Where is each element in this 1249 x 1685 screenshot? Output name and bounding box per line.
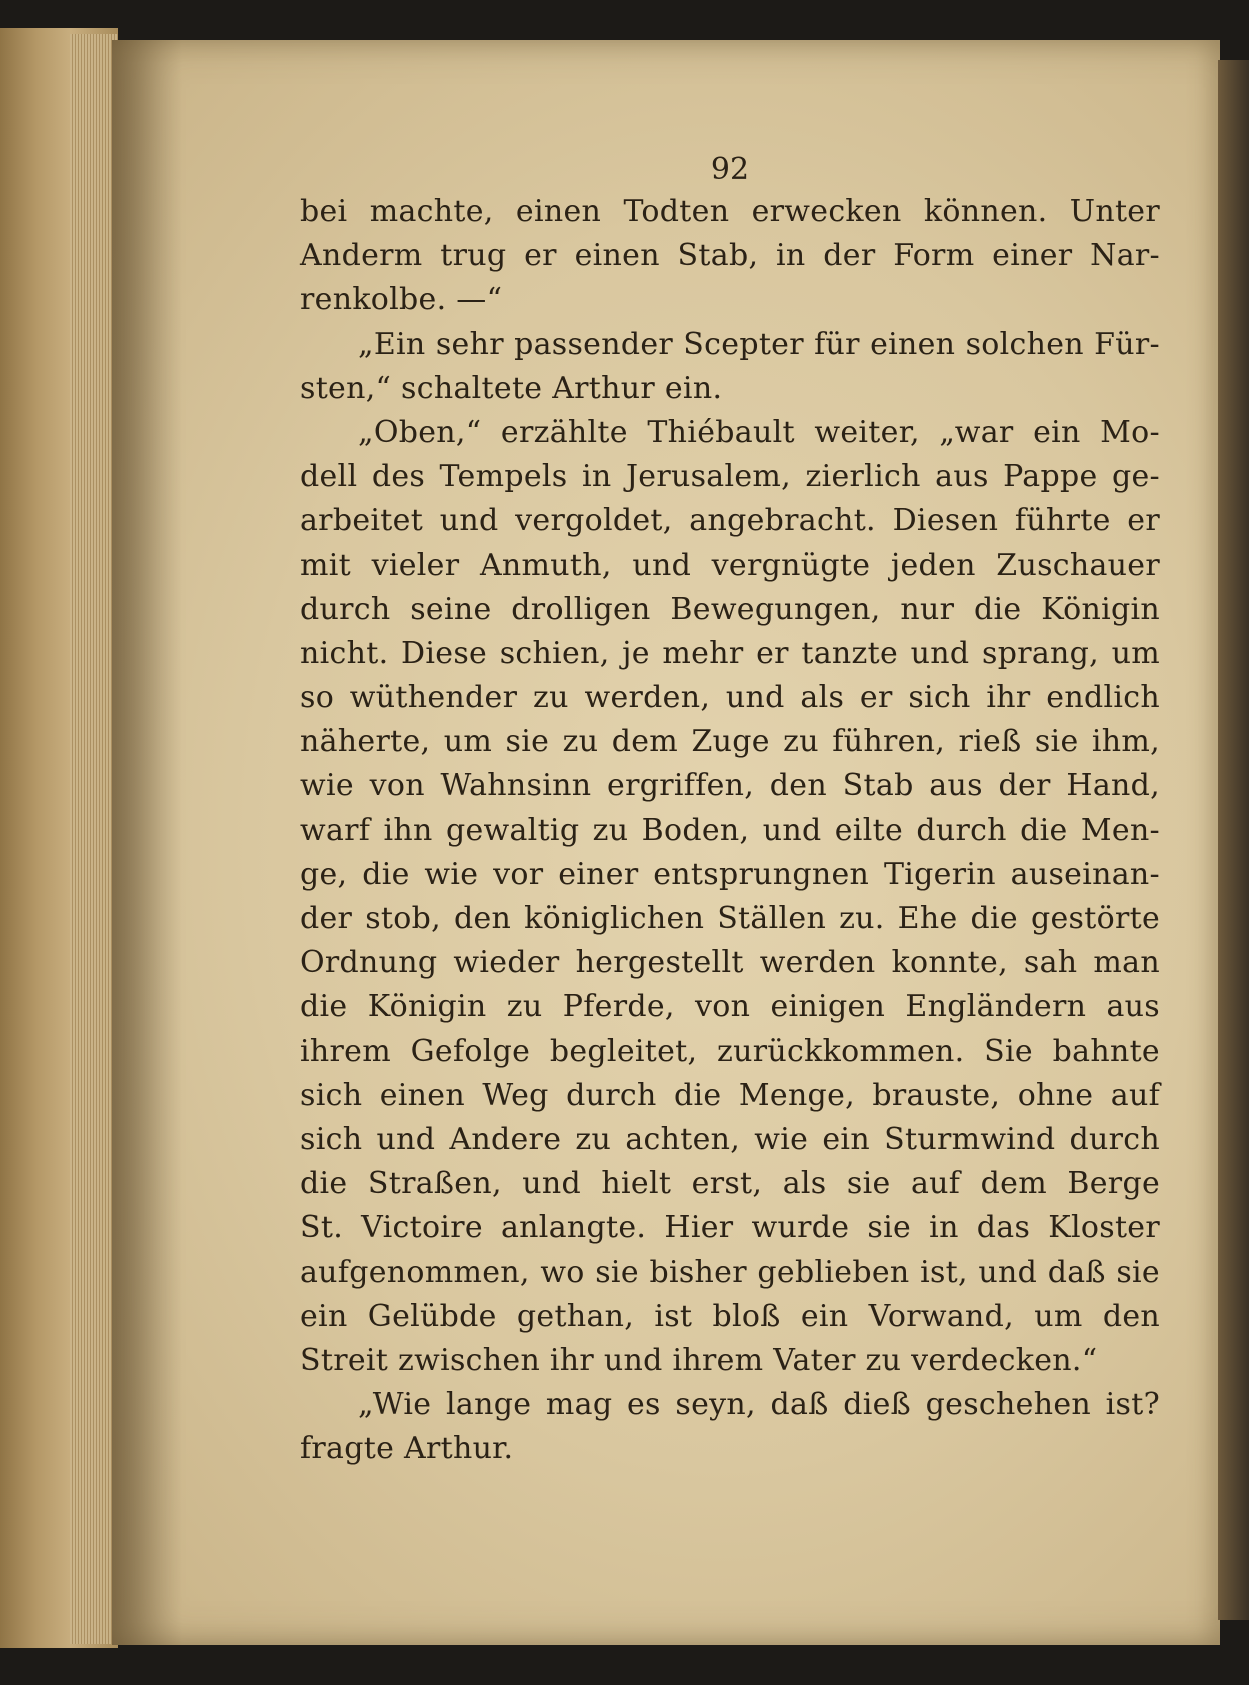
text-line: fragte Arthur. <box>300 1431 514 1467</box>
text-line: „Oben,“ erzählte Thiébault weiter, „war ein Mo- <box>358 414 1160 450</box>
text-line: „Ein sehr passender Scepter für einen solchen Für- <box>358 326 1160 362</box>
text-lines <box>300 190 1160 1471</box>
text-line: die Königin zu Pferde, von einigen Engländern aus <box>300 989 1160 1025</box>
text-line: Ordnung wieder hergestellt werden konnte, sah man <box>300 945 1160 981</box>
text-line: wie von Wahnsinn ergriffen, den Stab aus der Hand, <box>300 768 1160 804</box>
text-line: arbeitet und vergoldet, angebracht. Diesen führte er <box>300 503 1160 539</box>
facing-page-edge <box>1218 60 1249 1620</box>
spine-shadow <box>112 40 182 1645</box>
text-line: sich einen Weg durch die Menge, brauste, ohne auf <box>300 1077 1160 1113</box>
text-line: der stob, den königlichen Ställen zu. Ehe die gestörte <box>300 901 1160 936</box>
page-text <box>300 150 1160 1471</box>
page-stack-edges <box>70 34 118 1644</box>
text-line: aufgenommen, wo sie bisher geblieben ist, und daß sie <box>300 1254 1160 1290</box>
text-line: „Wie lange mag es seyn, daß dieß geschehen ist? <box>358 1387 1160 1423</box>
page-number: 92 <box>710 152 750 187</box>
text-line: bei machte, einen Todten erwecken können. Unter <box>300 194 1160 229</box>
text-line: Streit zwischen ihr und ihrem Vater zu verdecken.“ <box>300 1342 1098 1378</box>
text-line: so wüthender zu werden, und als er sich ihr endlich <box>300 680 1160 716</box>
text-line: sten,“ schaltete Arthur ein. <box>300 370 723 406</box>
text-line: mit vieler Anmuth, und vergnügte jeden Zuschauer <box>300 547 1160 583</box>
text-line: ihrem Gefolge begleitet, zurückkommen. Sie bahnte <box>300 1033 1160 1069</box>
text-line: ein Gelübde gethan, ist bloß ein Vorwand, um den <box>300 1298 1160 1334</box>
text-line: ge, die wie vor einer entsprungnen Tigerin auseinan- <box>300 856 1160 892</box>
text-line: näherte, um sie zu dem Zuge zu führen, rieß sie ihm, <box>300 724 1160 760</box>
text-line: Anderm trug er einen Stab, in der Form einer Nar- <box>300 238 1160 274</box>
text-line: renkolbe. —“ <box>300 282 503 318</box>
text-line: dell des Tempels in Jerusalem, zierlich aus Pappe ge- <box>300 459 1160 495</box>
text-line: die Straßen, und hielt erst, als sie auf dem Berge <box>300 1166 1160 1202</box>
text-line: nicht. Diese schien, je mehr er tanzte und sprang, um <box>300 635 1160 671</box>
text-line: warf ihn gewaltig zu Boden, und eilte durch die Men- <box>300 812 1160 848</box>
text-line: durch seine drolligen Bewegungen, nur die Königin <box>300 591 1160 627</box>
text-line: St. Victoire anlangte. Hier wurde sie in das Kloster <box>300 1210 1160 1246</box>
text-line: sich und Andere zu achten, wie ein Sturmwind durch <box>300 1121 1160 1157</box>
